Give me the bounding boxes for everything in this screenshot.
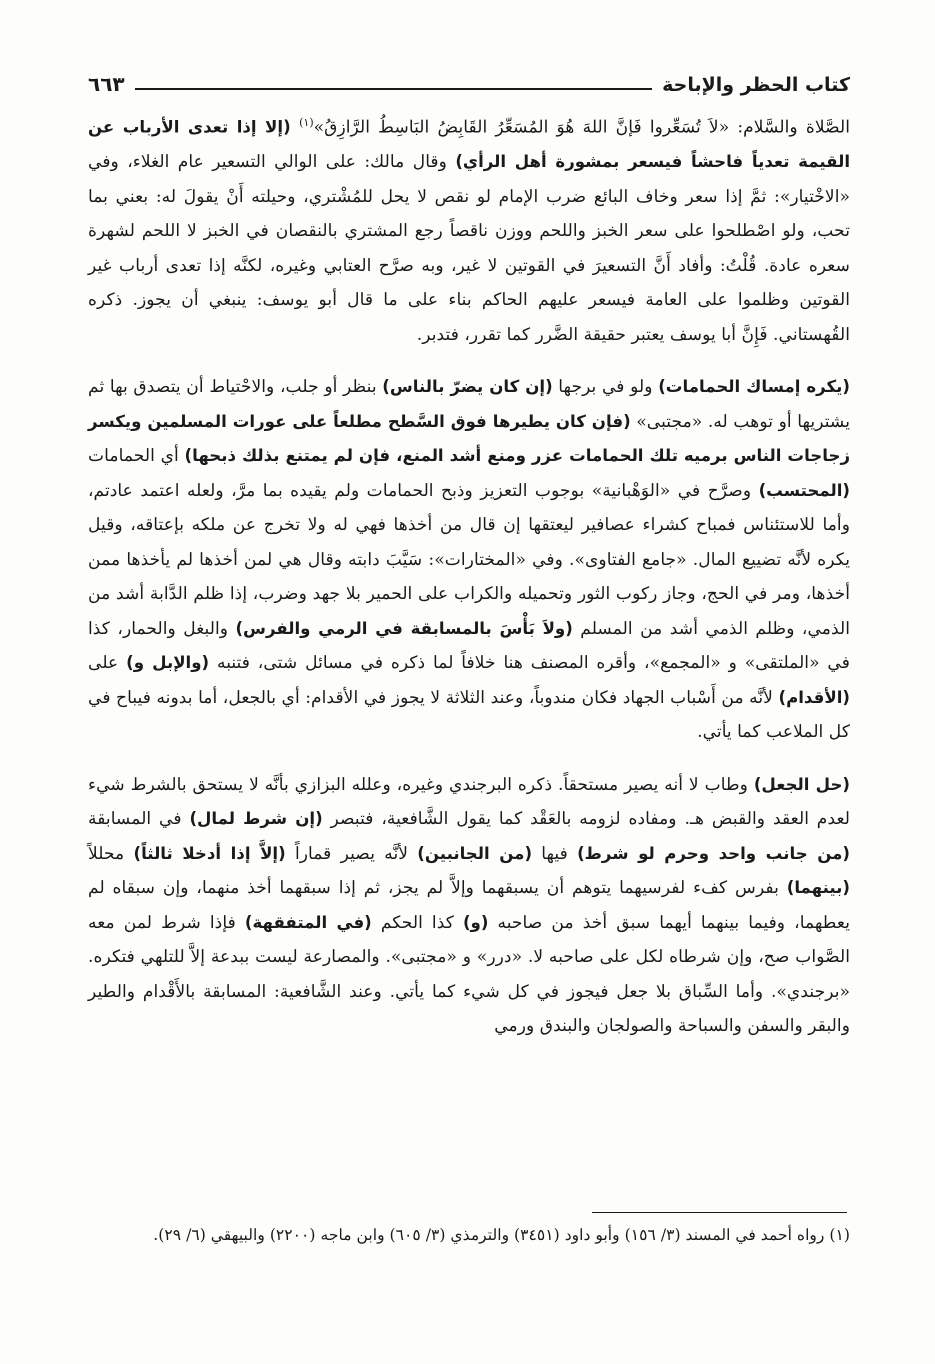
matn-text: (المحتسب) [758, 480, 850, 500]
commentary-text: فيها [532, 843, 578, 864]
commentary-text: بفرس كفء لفرسيهما يتوهم أن يسبقهما وإلاَّ لم يجز، ثم إذا سبقهما أخذ منهما، وإن سبقاه لم يعطهما، وفيما بينهما أيهما سبق أخذ من صاحبه [88, 878, 850, 933]
commentary-text: والبغل والحمار، كذا في «الملتقى» و «المجمع»، وأقره المصنف هنا خلافاً لما ذكره في مسائل شتى، فتنبه [88, 618, 850, 674]
matn-text: (بينهما) [786, 878, 850, 898]
commentary-text: في المسابقة [88, 809, 190, 830]
matn-text: (والإبل و) [126, 653, 210, 673]
matn-text: (ولاَ بَأْسَ بالمسابقة في الرمي والفرس) [235, 618, 573, 638]
commentary-text: وقال مالك: على الوالي التسعير عام الغلاء، وفي «الاخْتيار»: ثمَّ إذا سعر وخاف البائع ضرب الإمام لو نقص لا يحل للمُشْتري، وحيلته أَنْ يقولَ له: بعني بما تحب، ولو اصْطلحوا على سعر الخبز واللحم ووزن ناقصاً رجع المشتري بالنقصان في الخبز لا اللحم لشهرة سعره عادة. قُلْتُ: وأفاد أَنَّ التسعيرَ في القوتين لا غير، وبه صرَّح العتابي وغيره، لكنَّه إذا تعدى أرباب غير القوتين وظلموا على العامة فيسعر عليهم الحاكم بناء على ما قال أبو يوسف: ينبغي أن يجوز. ذكره القُهستاني. فَإِنَّ أبا يوسف يعتبر حقيقة الضَّرر كما تقرر، فتدبر. [88, 152, 850, 345]
footnote-rule [592, 1212, 847, 1213]
commentary-text: لأنَّه من أَسْباب الجهاد فكان مندوباً، وعند الثلاثة لا يجوز في الأقدام: أي بالجعل، أما بدونه فيباح في كل الملاعب كما يأتي. [88, 687, 850, 743]
matn-text: (و) [462, 912, 489, 932]
matn-text: (إن كان يضرّ بالناس) [382, 377, 553, 397]
paragraph [88, 370, 850, 750]
commentary-text: الصَّلاة والسَّلام: «لاَ تُسَعِّروا فَإنَّ اللهَ هُوَ المُسَعِّرُ القَابِضُ البَاسِطُ الرَّازِقُ» [313, 117, 851, 138]
running-title: كتاب الحظر والإباحة [652, 74, 850, 96]
commentary-text: وصرَّح في «الوَهْبانية» بوجوب التعزيز وذبح الحمامات ولم يقيده بما مرَّ، ولعله اعتمد عادتم، وأما للاستئناس فمباح كشراء عصافير ليعتقها إن قال من أخذها فهي له ولا تخرج عن ملكه بإعتاقه، وقيل يكره لأنَّه تضييع المال. «جامع الفتاوى». وفي «المختارات»: سَيَّبَ دابته وقال هي لمن أخذها لم يأخذها ممن أخذها، ومر في الحج، وجاز ركوب الثور وتحميله والكراب على الحمير بلا جهد وضرب، إذا ظلم الدَّابة أشد من الذمي، وظلم الذمي أشد من المسلم [88, 480, 851, 639]
commentary-text: لأنَّه يصير قماراً [285, 843, 418, 864]
matn-text: (إلاَّ إذا أدخلا ثالثاً) [133, 843, 286, 863]
matn-text: (الأقدام) [778, 687, 850, 707]
matn-text: (إن شرط لمال) [189, 809, 323, 829]
commentary-text: كذا الحكم [371, 912, 463, 933]
footnote-marker: (١) [299, 116, 314, 129]
paragraph [88, 106, 850, 352]
page-header [88, 62, 850, 96]
matn-text: (يكره إمساك الحمامات) [658, 377, 850, 397]
matn-text: (من الجانبين) [417, 843, 533, 863]
commentary-text: فإذا شرط لمن معه الصَّواب صح، وإن شرطاه لكل على صاحبه لا. «درر» و «مجتبى». والمصارعة ليست ببدعة إلاَّ للتلهي فتكره. «برجندي». وأما السِّباق بلا جعل فيجوز في كل شيء كما يأتي. وعند الشَّافعية: المسابقة بالأَقْدام والطير والبقر والسفن والسباحة والصولجان والبندق ورمي [88, 912, 850, 1037]
commentary-text: بنظر أو جلب، والاحْتياط أن يتصدق بها ثم يشتريها أو توهب له. «مجتبى» [88, 377, 851, 432]
commentary-text: محللاً [88, 843, 134, 864]
commentary-text: أي الحمامات [88, 446, 185, 467]
footnote-item: (١) رواه أحمد في المسند (٣/ ١٥٦) وأبو داود (٣٤٥١) والترمذي (٣/ ٦٠٥) وابن ماجه (٢٢٠٠) والبيهقي (٦/ ٢٩). [153, 1226, 850, 1244]
paragraph [88, 768, 850, 1044]
matn-text: (حل الجعل) [753, 774, 850, 794]
matn-text: (من جانب واحد وحرم لو شرط) [577, 843, 850, 863]
matn-text: (في المتفقهة) [244, 912, 372, 932]
matn-text: (فإن كان يطيرها فوق السَّطح مطلعاً على عورات المسلمين ويكسر زجاجات الناس برميه تلك الحمامات عزر ومنع أشد المنع، فإن لم يمتنع بذلك ذبحها) [88, 411, 851, 466]
commentary-text: ولو في برجها [552, 377, 659, 398]
page-number: ٦٦٣ [88, 72, 135, 96]
footnotes [88, 1220, 850, 1250]
commentary-text: على [88, 653, 127, 674]
commentary-text: وطاب لا أنه يصير مستحقاً. ذكره البرجندي وغيره، وعلله البزازي بأنَّه لا يستحق بالشرط شيء لعدم العقد والقبض هـ. ومفاده لزومه بالعَقْد كما يقول الشَّافعية، فتبصر [88, 774, 851, 830]
main-text [88, 106, 850, 1044]
matn-text: (إلا إذا تعدى الأرباب عن القيمة تعدياً فاحشاً فيسعر بمشورة أهل الرأي) [88, 117, 851, 172]
